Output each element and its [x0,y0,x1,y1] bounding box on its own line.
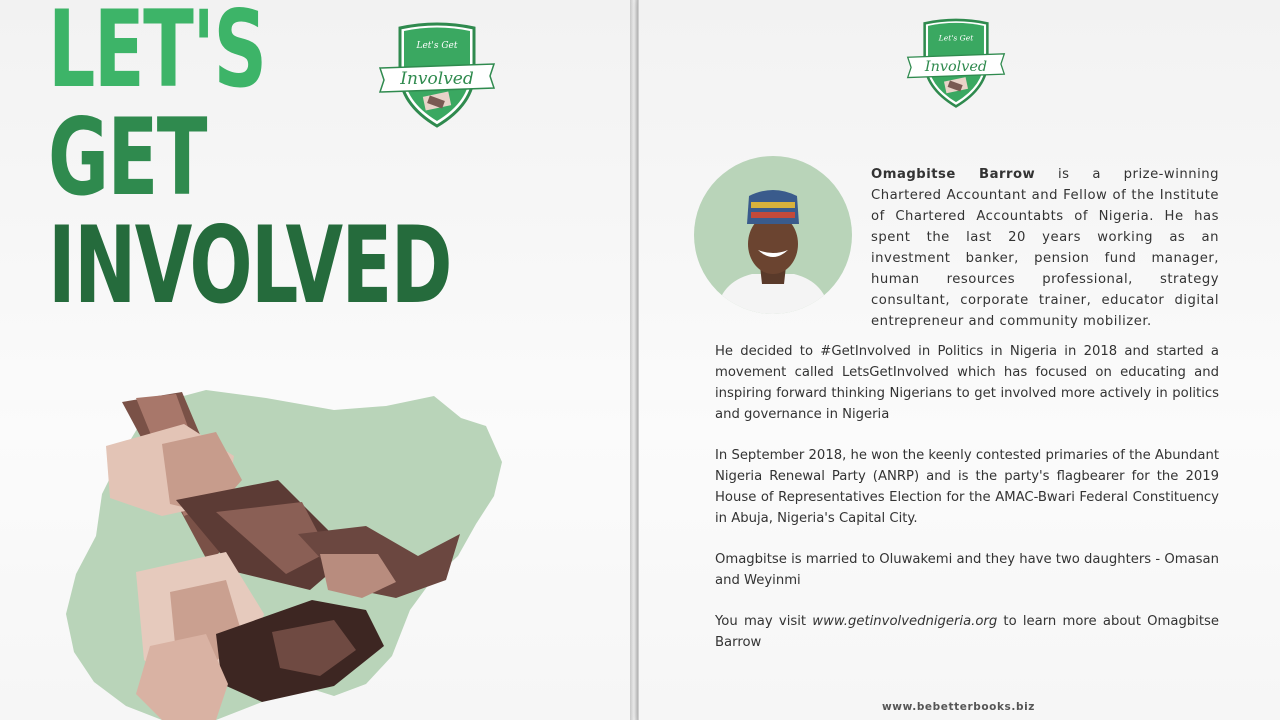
title-line-3: INVOLVED [48,204,451,327]
logo-script-top: Let's Get [416,41,458,51]
nigeria-hands-illustration [66,384,508,720]
author-portrait [694,156,852,314]
bio-intro-text: is a prize-winning Chartered Accountant and Fellow of the Institute of Chartered Accountabts of Nigeria. He has spent the last 20 years working as an investment banker, pension fund manager, human resources professional, strategy consultant, corporate trainer, educator digital entrepreneur and community mobilizer. [871,167,1219,329]
author-name: Omagbitse Barrow [871,167,1036,182]
footer-url: www.bebetterbooks.biz [882,701,1036,713]
website-trail-text: to learn more about Omagbitse Barrow [715,614,1219,650]
logo-small-script-main: Involved [924,58,988,75]
title-line-1: LET'S [48,0,266,111]
book-spine [630,0,638,720]
logo-small-script-top: Let's Get [938,33,974,43]
bio-paragraph-primaries: In September 2018, he won the keenly contested primaries of the Abundant Nigeria Renewal Party (ANRP) and is the party's flagbearer for the 2019 House of Representatives Election for the AMAC-Bwari Federal Constituency in Abuja, Nigeria's Capital City. [715,448,1219,526]
lets-get-involved-logo-small [906,18,1006,110]
title-line-2: GET [48,96,206,219]
bio-paragraph-politics: He decided to #GetInvolved in Politics in Nigeria in 2018 and started a movement called LetsGetInvolved which has focused on educating and inspiring forward thinking Nigerians to get involved more actively in politics and governance in Nigeria [715,344,1219,422]
bio-intro [871,164,1219,332]
bio-paragraph-family: Omagbitse is married to Oluwakemi and they have two daughters - Omasan and Weyinmi [715,552,1219,588]
lets-get-involved-logo [378,22,496,130]
logo-script-main: Involved [400,69,474,89]
cover-page [0,0,630,720]
website-lead-text: You may visit [715,614,813,629]
website-link[interactable]: www.getinvolvednigeria.org [812,614,998,629]
bio-paragraph-website [715,611,1219,653]
